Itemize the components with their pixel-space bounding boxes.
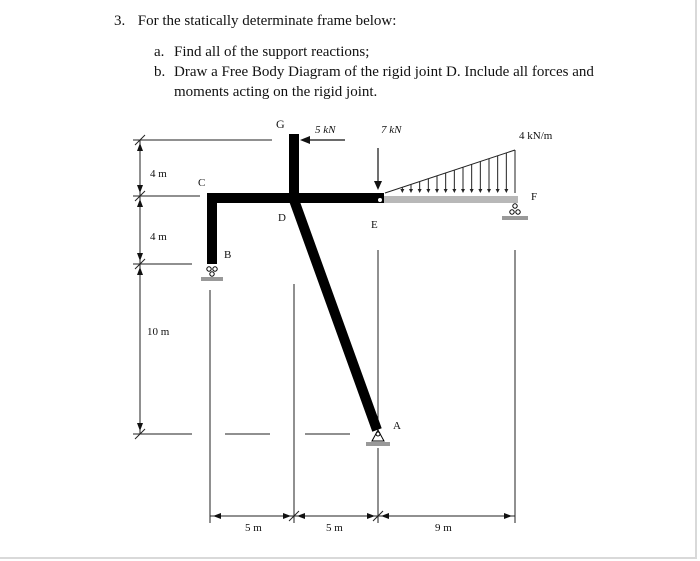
point-load-7kN <box>374 148 382 190</box>
load-label-5kN: 5 kN <box>315 124 336 136</box>
support-base-B <box>201 277 223 281</box>
distributed-load <box>385 150 515 193</box>
distributed-load-arrowhead <box>478 189 482 193</box>
distributed-load-arrowhead <box>444 189 448 193</box>
frame-members <box>207 134 384 430</box>
dim-label-4m-mid: 4 m <box>150 231 167 243</box>
dim-label-4m-top: 4 m <box>150 168 167 180</box>
load-arrowhead-5kN <box>300 136 310 144</box>
support-base-F <box>502 216 528 220</box>
joint-label-D: D <box>278 212 286 224</box>
dim-arrow <box>137 253 143 261</box>
dim-arrow <box>367 513 375 519</box>
part-marker-a: a. <box>154 44 165 60</box>
beam-EF <box>378 196 518 203</box>
roller-wheel <box>513 204 517 208</box>
distributed-load-arrowhead <box>470 189 474 193</box>
roller-wheel <box>213 267 217 271</box>
question-text: For the statically determinate frame below: <box>137 13 397 29</box>
member-DA <box>294 200 377 430</box>
joint-label-F: F <box>531 191 538 203</box>
dim-label-10m: 10 m <box>147 326 170 338</box>
dim-arrow <box>504 513 512 519</box>
roller-wheel <box>510 210 514 214</box>
dim-arrow <box>381 513 389 519</box>
joint-label-A: A <box>393 420 401 432</box>
joint-label-E: E <box>371 219 378 231</box>
support-A <box>366 430 390 446</box>
support-F <box>502 204 528 220</box>
dim-arrow <box>297 513 305 519</box>
hinge-E <box>378 198 383 203</box>
roller-wheel <box>210 272 214 276</box>
dim-arrow <box>283 513 291 519</box>
joint-label-B: B <box>224 249 232 261</box>
dim-label-9m: 9 m <box>435 522 452 534</box>
distributed-load-arrowhead <box>400 189 404 193</box>
distributed-load-arrowhead <box>426 189 430 193</box>
distributed-load-arrowhead <box>461 189 465 193</box>
dim-arrow <box>137 185 143 193</box>
distributed-load-arrowhead <box>496 189 500 193</box>
dim-arrow <box>137 143 143 151</box>
distributed-load-arrowhead <box>504 189 508 193</box>
load-label-distributed: 4 kN/m <box>519 130 553 142</box>
distributed-load-arrowhead <box>487 189 491 193</box>
joint-label-C: C <box>198 177 206 189</box>
dim-arrow <box>137 199 143 207</box>
part-marker-b: b. <box>154 64 166 80</box>
distributed-load-arrowhead <box>452 189 456 193</box>
load-label-7kN: 7 kN <box>381 124 402 136</box>
load-arrowhead-7kN <box>374 181 382 190</box>
roller-wheel <box>516 210 520 214</box>
roller-wheel <box>207 267 211 271</box>
distributed-load-arrowhead <box>409 189 413 193</box>
part-text-b: Draw a Free Body Diagram of the rigid joint D. Include all forces and moments acting on the rigid joint. <box>174 64 594 100</box>
point-load-5kN <box>300 136 345 144</box>
dim-arrow <box>137 267 143 275</box>
dim-arrow <box>137 423 143 431</box>
dim-label-5m-left: 5 m <box>245 522 262 534</box>
distributed-load-arrowhead <box>418 189 422 193</box>
support-base-A <box>366 442 390 446</box>
joint-label-G: G <box>276 117 285 131</box>
dim-arrow <box>213 513 221 519</box>
part-text-a: Find all of the support reactions; <box>174 44 370 60</box>
support-B <box>201 267 223 281</box>
question-number: 3. <box>114 13 126 29</box>
distributed-load-envelope <box>385 150 515 193</box>
dim-label-5m-mid: 5 m <box>326 522 343 534</box>
distributed-load-arrowhead <box>435 189 439 193</box>
distributed-load-arrows <box>400 153 508 193</box>
